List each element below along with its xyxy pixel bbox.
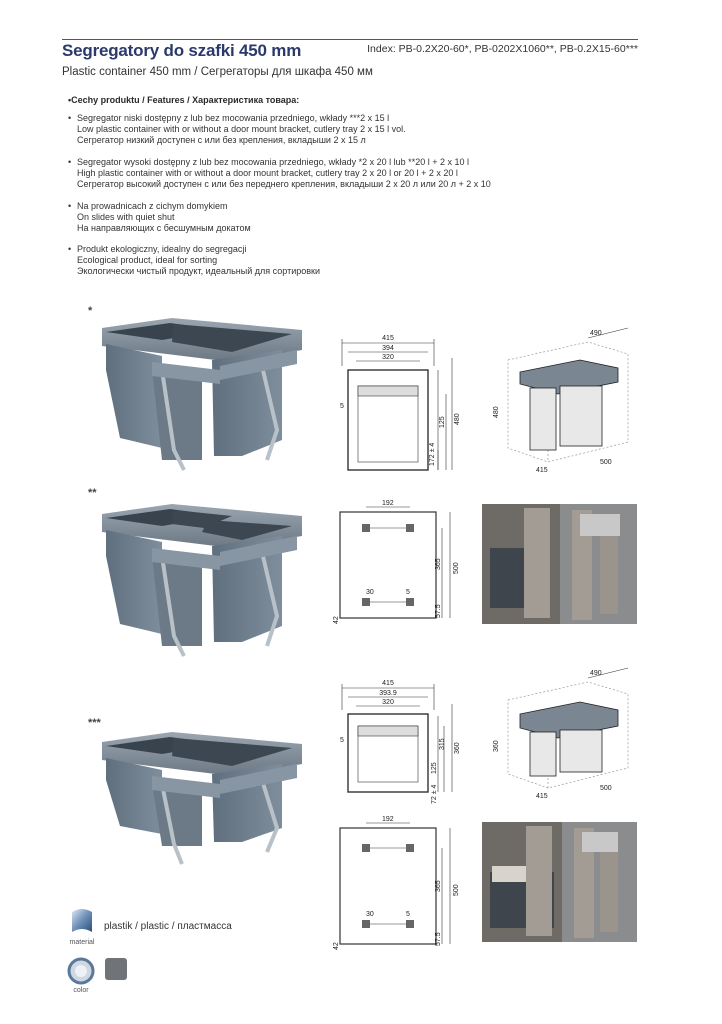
color-label: color <box>73 987 89 994</box>
iso3-dim-490: 490 <box>590 670 602 677</box>
feature-line: Na prowadnicach z cichym domykiem <box>77 201 228 211</box>
top-dim-500: 500 <box>453 562 460 574</box>
dim3-width-320: 320 <box>382 699 394 706</box>
top3-dim-42: 42 <box>333 942 340 950</box>
dim-width-415: 415 <box>382 335 394 342</box>
feature-line: Сегрегатор низкий доступен с или без крепления, вкладыши 2 x 15 л <box>77 135 366 145</box>
dim3-height-72: 72 ± 4 <box>431 784 438 804</box>
top-dim-365: 365 <box>435 558 442 570</box>
bullet: • <box>68 244 72 254</box>
feature-line: Produkt ekologiczny, idealny do segregacji <box>77 244 247 254</box>
feature-line: Segregator niski dostępny z lub bez mocowania przedniego, wkłady ***2 x 15 l <box>77 113 390 123</box>
installed-photo-1 <box>482 504 637 624</box>
installed-photo-2 <box>482 822 637 942</box>
feature-line: High plastic container with or without a door mount bracket, cutlery tray 2 x 20 l or 20 l + 2 x 20 l <box>77 168 458 178</box>
top-dimension-drawing-3 <box>330 810 460 955</box>
front-dimension-drawing-3 <box>328 676 468 806</box>
dim-width-320: 320 <box>382 354 394 361</box>
dim-gap-5: 5 <box>340 403 344 410</box>
page-subtitle: Plastic container 450 mm / Сегрегаторы для шкафа 450 мм <box>62 66 373 78</box>
product-photo-tall-2x20 <box>92 310 317 480</box>
dim3-width-393-9: 393.9 <box>379 690 397 697</box>
bullet: • <box>68 157 72 167</box>
page-title: Segregatory do szafki 450 mm <box>62 41 302 60</box>
dim-width-394: 394 <box>382 345 394 352</box>
top-dim-57-5: 57.5 <box>435 604 442 618</box>
material-label: material <box>69 939 95 946</box>
iso3-dim-360: 360 <box>493 740 500 752</box>
product-photo-tall-20-2x10 <box>92 496 317 666</box>
iso-dim-500: 500 <box>600 459 612 466</box>
top-dim-42: 42 <box>333 616 340 624</box>
dim3-height-125: 125 <box>431 762 438 774</box>
iso-dim-415: 415 <box>536 467 548 474</box>
feature-line: Сегрегатор высокий доступен с или без переднего крепления, вкладыши 2 x 20 л или 20 л + 2 x 10 <box>77 179 491 189</box>
iso-cabinet-drawing-1 <box>488 322 638 477</box>
top-dim-192: 192 <box>382 500 394 507</box>
top3-dim-192: 192 <box>382 816 394 823</box>
top3-dim-5: 5 <box>406 911 410 918</box>
feature-line: Segregator wysoki dostępny z lub bez mocowania przedniego, wkłady *2 x 20 l lub **20 l + 2 x 10 l <box>77 157 469 167</box>
feature-line: На направляющих с бесшумным докатом <box>77 223 251 233</box>
dim3-width-415: 415 <box>382 680 394 687</box>
top-dimension-drawing-2 <box>330 494 460 629</box>
feature-line: Ecological product, ideal for sorting <box>77 255 218 265</box>
top-dim-30: 30 <box>366 589 374 596</box>
dim-height-480: 480 <box>454 413 461 425</box>
product-photo-low-2x15 <box>92 724 317 874</box>
dim3-height-360: 360 <box>454 742 461 754</box>
dim-height-172: 172 ± 4 <box>429 442 436 466</box>
iso-dim-480: 480 <box>493 406 500 418</box>
variant-mark-single: * <box>88 305 93 317</box>
front-dimension-drawing-1 <box>328 330 468 485</box>
top3-dim-57-5: 57.5 <box>435 932 442 946</box>
product-index: Index: PB-0.2X20-60*, PB-0202X1060**, PB-0.2X15-60*** <box>367 43 638 55</box>
iso3-dim-500: 500 <box>600 785 612 792</box>
top3-dim-365: 365 <box>435 880 442 892</box>
iso-dim-490: 490 <box>590 330 602 337</box>
material-icon <box>68 906 96 936</box>
dim-height-125: 125 <box>439 416 446 428</box>
top3-dim-30: 30 <box>366 911 374 918</box>
header-rule <box>62 39 638 40</box>
top3-dim-500: 500 <box>453 884 460 896</box>
feature-line: On slides with quiet shut <box>77 212 175 222</box>
iso-cabinet-drawing-3 <box>488 664 638 804</box>
dim3-height-315: 315 <box>439 738 446 750</box>
color-swatch <box>105 958 127 980</box>
bullet: • <box>68 201 72 211</box>
dim3-gap-5: 5 <box>340 737 344 744</box>
variant-mark-triple: *** <box>88 717 101 729</box>
bullet: • <box>68 113 72 123</box>
color-icon <box>66 956 96 986</box>
variant-mark-double: ** <box>88 487 97 499</box>
iso3-dim-415: 415 <box>536 793 548 800</box>
feature-line: Low plastic container with or without a door mount bracket, cutlery tray 2 x 15 l vol. <box>77 124 406 134</box>
top-dim-5: 5 <box>406 589 410 596</box>
material-text: plastik / plastic / пластмасса <box>104 921 232 932</box>
features-heading: •Cechy produktu / Features / Характеристика товара: <box>68 95 300 105</box>
feature-line: Экологически чистый продукт, идеальный для сортировки <box>77 266 320 276</box>
